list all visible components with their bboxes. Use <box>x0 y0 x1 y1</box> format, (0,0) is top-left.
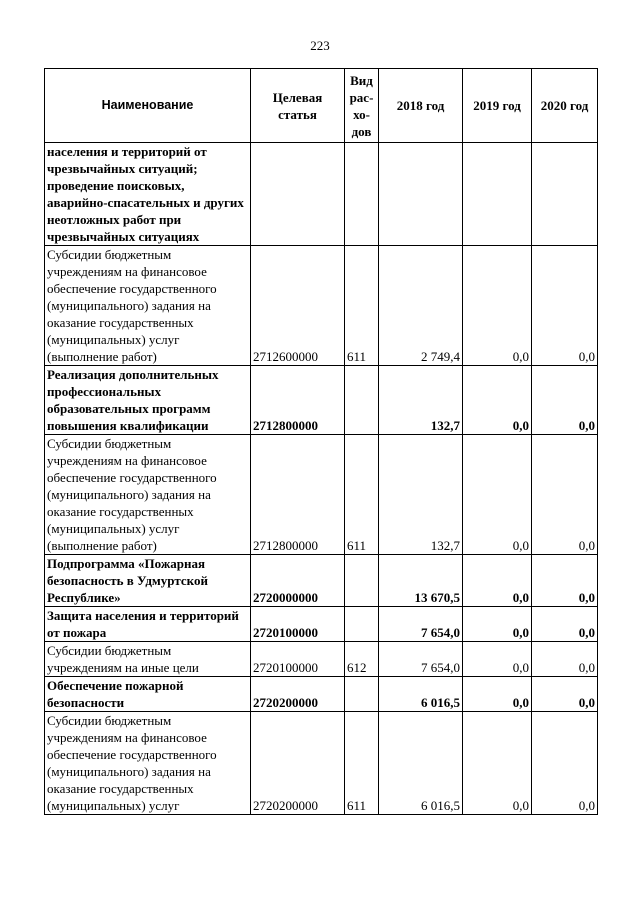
cell-2018 <box>379 143 463 246</box>
table-row <box>45 435 598 555</box>
cell-code: 2720200000 <box>251 712 345 815</box>
cell-name: Субсидии бюджетным учреждениям на финансовое обеспечение государственного (муниципального) задания на оказание государственных (муниципальных) услуг <box>45 712 251 815</box>
cell-2020: 0,0 <box>532 642 598 677</box>
cell-type: 611 <box>345 246 379 366</box>
table-row <box>45 246 598 366</box>
cell-2019 <box>463 143 532 246</box>
cell-2019: 0,0 <box>463 366 532 435</box>
cell-type: 612 <box>345 642 379 677</box>
header-2019: 2019 год <box>463 69 532 143</box>
table-row <box>45 642 598 677</box>
table-row <box>45 366 598 435</box>
cell-2020 <box>532 143 598 246</box>
cell-2020: 0,0 <box>532 435 598 555</box>
cell-type: 611 <box>345 712 379 815</box>
cell-name: Защита населения и территорий от пожара <box>45 607 251 642</box>
table-row <box>45 143 598 246</box>
cell-type <box>345 677 379 712</box>
table-row <box>45 555 598 607</box>
cell-2020: 0,0 <box>532 555 598 607</box>
header-type: Вид рас-хо-дов <box>345 69 379 143</box>
cell-2019: 0,0 <box>463 435 532 555</box>
cell-type <box>345 366 379 435</box>
cell-code <box>251 143 345 246</box>
table-row <box>45 677 598 712</box>
cell-2020: 0,0 <box>532 712 598 815</box>
cell-type <box>345 555 379 607</box>
cell-code: 2720100000 <box>251 607 345 642</box>
cell-2018: 7 654,0 <box>379 607 463 642</box>
cell-name: Субсидии бюджетным учреждениям на иные цели <box>45 642 251 677</box>
table-row <box>45 607 598 642</box>
cell-2020: 0,0 <box>532 677 598 712</box>
cell-2019: 0,0 <box>463 677 532 712</box>
table-header-row <box>45 69 598 143</box>
cell-2018: 6 016,5 <box>379 712 463 815</box>
header-2018: 2018 год <box>379 69 463 143</box>
cell-type: 611 <box>345 435 379 555</box>
cell-2018: 132,7 <box>379 366 463 435</box>
header-2020: 2020 год <box>532 69 598 143</box>
cell-2018: 13 670,5 <box>379 555 463 607</box>
cell-2019: 0,0 <box>463 607 532 642</box>
cell-type <box>345 143 379 246</box>
cell-code: 2712800000 <box>251 435 345 555</box>
table-body <box>45 143 598 815</box>
cell-code: 2720100000 <box>251 642 345 677</box>
cell-name: Субсидии бюджетным учреждениям на финансовое обеспечение государственного (муниципального) задания на оказание государственных (муниципальных) услуг (выполнение работ) <box>45 246 251 366</box>
cell-name: Реализация дополнительных профессиональных образовательных программ повышения квалификации <box>45 366 251 435</box>
page-number: 223 <box>310 38 330 53</box>
cell-2020: 0,0 <box>532 366 598 435</box>
cell-code: 2712600000 <box>251 246 345 366</box>
cell-type <box>345 607 379 642</box>
cell-2018: 7 654,0 <box>379 642 463 677</box>
header-code: Целевая статья <box>251 69 345 143</box>
cell-name: Обеспечение пожарной безопасности <box>45 677 251 712</box>
cell-2020: 0,0 <box>532 246 598 366</box>
cell-code: 2720200000 <box>251 677 345 712</box>
cell-code: 2720000000 <box>251 555 345 607</box>
cell-2018: 2 749,4 <box>379 246 463 366</box>
cell-2019: 0,0 <box>463 712 532 815</box>
budget-table <box>44 68 598 815</box>
header-name: Наименование <box>45 69 251 143</box>
cell-2018: 6 016,5 <box>379 677 463 712</box>
cell-2018: 132,7 <box>379 435 463 555</box>
cell-2019: 0,0 <box>463 642 532 677</box>
table-row <box>45 712 598 815</box>
cell-name: Подпрограмма «Пожарная безопасность в Удмуртской Республике» <box>45 555 251 607</box>
cell-code: 2712800000 <box>251 366 345 435</box>
cell-name: Субсидии бюджетным учреждениям на финансовое обеспечение государственного (муниципального) задания на оказание государственных (муниципальных) услуг (выполнение работ) <box>45 435 251 555</box>
cell-2020: 0,0 <box>532 607 598 642</box>
cell-2019: 0,0 <box>463 246 532 366</box>
cell-name: населения и территорий от чрезвычайных ситуаций; проведение поисковых, аварийно-спасательных и других неотложных работ при чрезвычайных ситуациях <box>45 143 251 246</box>
cell-2019: 0,0 <box>463 555 532 607</box>
